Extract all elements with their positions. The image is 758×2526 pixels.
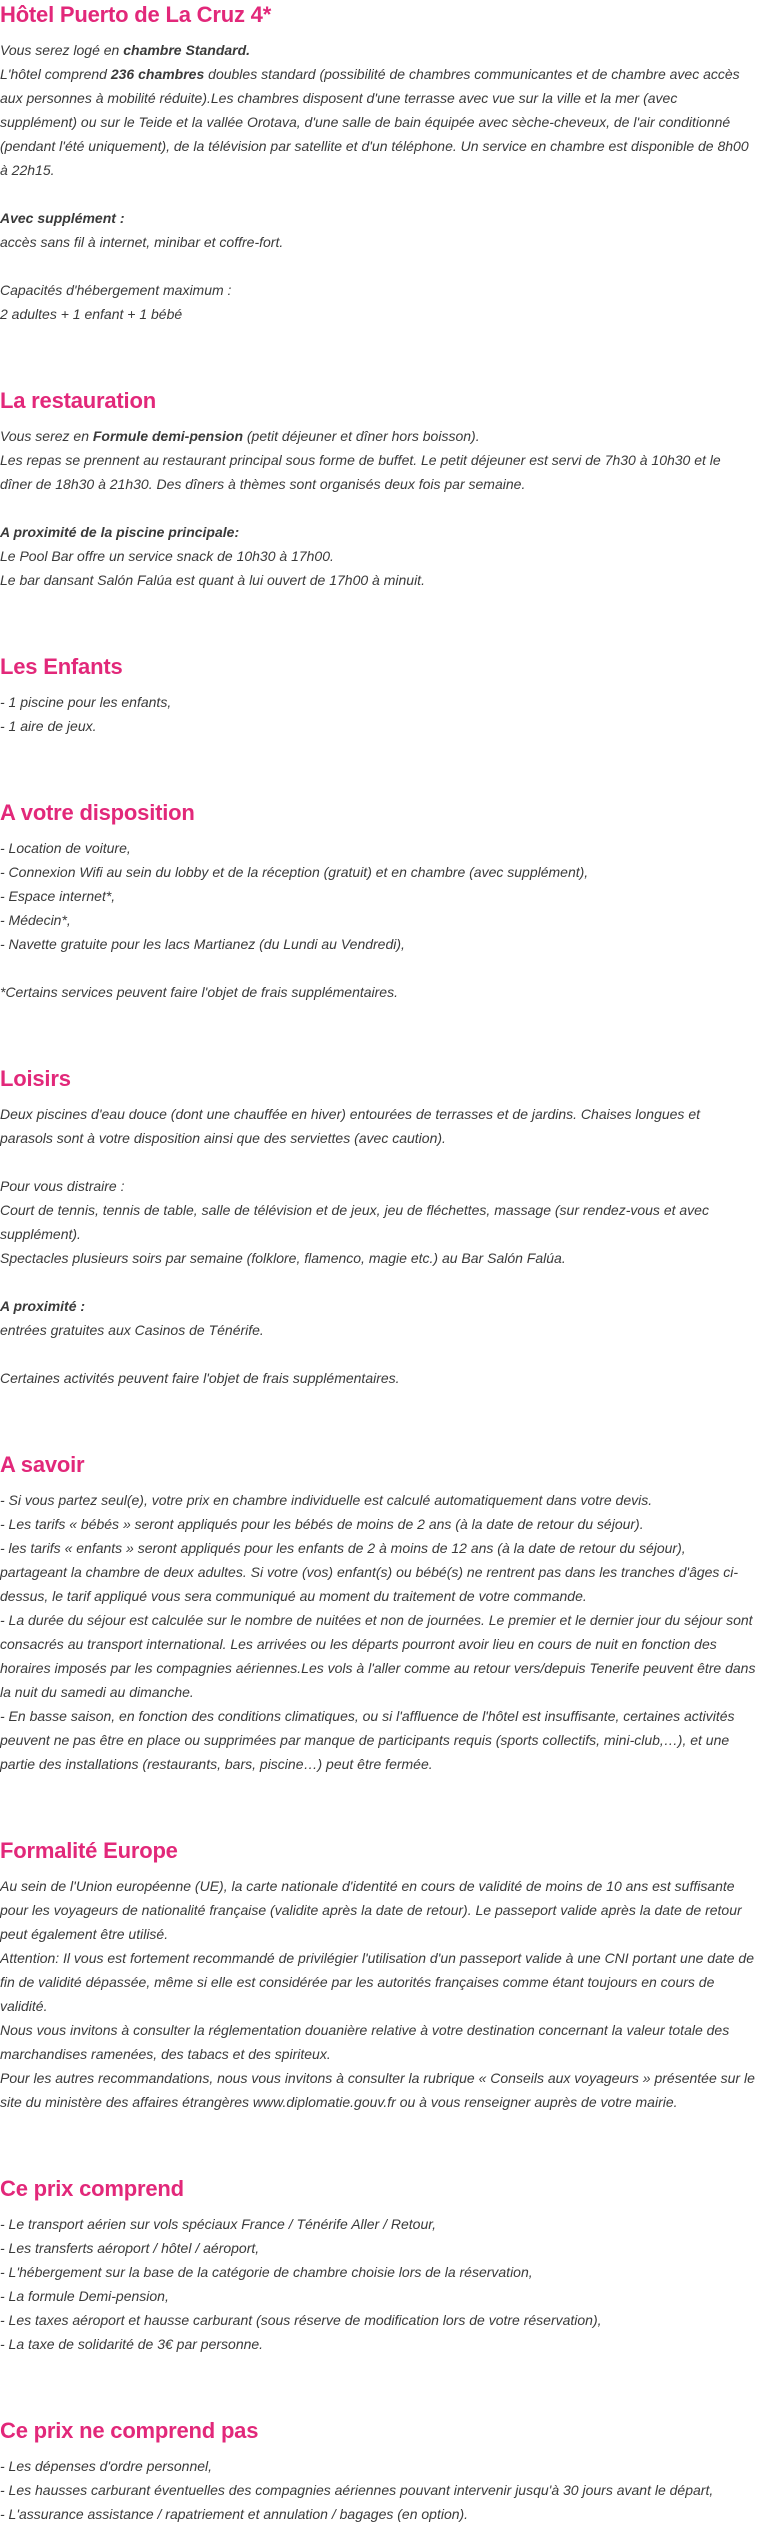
formalite-paragraph: Pour les autres recommandations, nous vous invitons à consulter la rubrique « Conseils aux voyageurs » présentée sur le site du ministère des affaires étrangères www.diplomatie.gouv.fr ou à vous renseigner auprès de votre mairie. <box>0 2070 755 2110</box>
pools-text: Deux piscines d'eau douce (dont une chauffée en hiver) entourées de terrasses et de jardins. Chaises longues et parasols sont à votre disposition ainsi que des serviettes (avec caution). <box>0 1106 700 1146</box>
capacity-label: Capacités d'hébergement maximum : <box>0 282 232 298</box>
room-intro: Vous serez logé en chambre Standard. <box>0 42 251 58</box>
disposition-note: *Certains services peuvent faire l'objet de frais supplémentaires. <box>0 984 398 1000</box>
hotel-title: Hôtel Puerto de La Cruz 4* <box>0 2 272 27</box>
list-item: - Les transferts aéroport / hôtel / aéroport, <box>0 2240 260 2256</box>
ne-comprend-title: Ce prix ne comprend pas <box>0 2418 259 2443</box>
hotel-description: L'hôtel comprend 236 chambres doubles standard (possibilité de chambres communicantes et de chambre avec accès aux personnes à mobilité réduite).Les chambres disposent d'une terrasse avec vue sur la ville et la mer (avec supplément) ou sur le Teide et la vallée Orotava, d'une salle de bain équipée avec sèche-cheveux, de l'air conditionné (pendant l'été uniquement), de la télévision par satellite et d'un téléphone. Un service en chambre est disponible de 8h00 à 22h15. <box>0 66 749 178</box>
formalite-section <box>0 1836 756 2114</box>
list-item: - Espace internet*, <box>0 888 116 904</box>
formula-intro: Vous serez en Formule demi-pension (petit déjeuner et dîner hors boisson). <box>0 428 480 444</box>
meals-text: Les repas se prennent au restaurant principal sous forme de buffet. Le petit déjeuner est servi de 7h30 à 10h30 et le dîner de 18h30 à 21h30. Des dîners à thèmes sont organisés deux fois par semaine. <box>0 452 721 492</box>
list-item: - 1 piscine pour les enfants, <box>0 694 172 710</box>
list-item: - les tarifs « enfants » seront appliqués pour les enfants de 2 à moins de 12 ans (à la date de retour du séjour), partageant la chambre de deux adultes. Si votre (vos) enfant(s) ou bébé(s) ne rentrent pas dans les tranches d'âges ci-dessus, le tarif appliqué vous sera communiqué au moment du traitement de votre commande. <box>0 1540 739 1604</box>
supplement-label: Avec supplément : <box>0 210 125 226</box>
disposition-title: A votre disposition <box>0 800 195 825</box>
distraire-label: Pour vous distraire : <box>0 1178 125 1194</box>
proximite-label: A proximité : <box>0 1298 86 1314</box>
list-item: - La formule Demi-pension, <box>0 2288 169 2304</box>
comprend-title: Ce prix comprend <box>0 2176 184 2201</box>
formalite-title: Formalité Europe <box>0 1838 178 1863</box>
list-item: - Navette gratuite pour les lacs Martianez (du Lundi au Vendredi), <box>0 936 405 952</box>
list-item: - Les taxes aéroport et hausse carburant (sous réserve de modification lors de votre réservation), <box>0 2312 602 2328</box>
list-item: - Médecin*, <box>0 912 71 928</box>
list-item: - Connexion Wifi au sein du lobby et de la réception (gratuit) et en chambre (avec supplément), <box>0 864 589 880</box>
list-item: - La durée du séjour est calculée sur le nombre de nuitées et non de journées. Le premier et le dernier jour du séjour sont consacrés au transport international. Les arrivées ou les départs pourront avoir lieu en cours de nuit en fonction des horaires imposés par les compagnies aériennes.Les vols à l'aller comme au retour vers/depuis Tenerife peuvent être dans la nuit du samedi au dimanche. <box>0 1612 756 1700</box>
room-type: chambre Standard. <box>123 42 251 58</box>
loisirs-title: Loisirs <box>0 1066 71 1091</box>
hotel-section <box>0 0 756 326</box>
dance-bar-text: Le bar dansant Salón Falúa est quant à lui ouvert de 17h00 à minuit. <box>0 572 425 588</box>
list-item: - Les dépenses d'ordre personnel, <box>0 2458 213 2474</box>
list-item: - L'hébergement sur la base de la catégorie de chambre choisie lors de la réservation, <box>0 2264 533 2280</box>
pool-bar-text: Le Pool Bar offre un service snack de 10h30 à 17h00. <box>0 548 334 564</box>
formalite-paragraph: Attention: Il vous est fortement recommandé de privilégier l'utilisation d'un passeport valide à une CNI portant une date de fin de validité dépassée, même si elle est considérée par les autorités françaises comme étant toujours en cours de validité. <box>0 1950 754 2014</box>
formalite-paragraph: Au sein de l'Union européenne (UE), la carte nationale d'identité en cours de validité de moins de 10 ans est suffisante pour les voyageurs de nationalité française (validite après la date de retour). Le passeport valide après la date de retour peut également être utilisé. <box>0 1878 742 1942</box>
list-item: - L'assurance assistance / rapatriement et annulation / bagages (en option). <box>0 2506 469 2522</box>
shows-text: Spectacles plusieurs soirs par semaine (folklore, flamenco, magie etc.) au Bar Salón Falúa. <box>0 1250 566 1266</box>
pool-label: A proximité de la piscine principale: <box>0 524 240 540</box>
restauration-section <box>0 386 756 592</box>
supplement-text: accès sans fil à internet, minibar et coffre-fort. <box>0 234 284 250</box>
ne-comprend-section <box>0 2416 756 2526</box>
disposition-section <box>0 798 756 1004</box>
list-item: - 1 aire de jeux. <box>0 718 97 734</box>
list-item: - Le transport aérien sur vols spéciaux France / Ténérife Aller / Retour, <box>0 2216 437 2232</box>
enfants-section <box>0 652 756 738</box>
capacity-value: 2 adultes + 1 enfant + 1 bébé <box>0 306 183 322</box>
loisirs-section <box>0 1064 756 1390</box>
distraire-text: Court de tennis, tennis de table, salle de télévision et de jeux, jeu de fléchettes, massage (sur rendez-vous et avec supplément). <box>0 1202 709 1242</box>
loisirs-note: Certaines activités peuvent faire l'objet de frais supplémentaires. <box>0 1370 400 1386</box>
list-item: - La taxe de solidarité de 3€ par personne. <box>0 2336 264 2352</box>
list-item: - Les tarifs « bébés » seront appliqués pour les bébés de moins de 2 ans (à la date de retour du séjour). <box>0 1516 644 1532</box>
formula-name: Formule demi-pension <box>92 428 243 444</box>
enfants-title: Les Enfants <box>0 654 123 679</box>
list-item: - Les hausses carburant éventuelles des compagnies aériennes pouvant intervenir jusqu'à 30 jours avant le départ, <box>0 2482 714 2498</box>
list-item: - Si vous partez seul(e), votre prix en chambre individuelle est calculé automatiquement dans votre devis. <box>0 1492 653 1508</box>
restauration-title: La restauration <box>0 388 156 413</box>
list-item: - En basse saison, en fonction des conditions climatiques, ou si l'affluence de l'hôtel est insuffisante, certaines activités peuvent ne pas être en place ou supprimées par manque de participants requis (sports collectifs, mini-club,…), et une partie des installations (restaurants, bars, piscine…) peut être fermée. <box>0 1708 735 1772</box>
comprend-section <box>0 2174 756 2356</box>
room-count: 236 chambres <box>110 66 205 82</box>
list-item: - Location de voiture, <box>0 840 131 856</box>
proximite-text: entrées gratuites aux Casinos de Ténérife. <box>0 1322 264 1338</box>
savoir-title: A savoir <box>0 1452 85 1477</box>
formalite-paragraph: Nous vous invitons à consulter la réglementation douanière relative à votre destination concernant la valeur totale des marchandises ramenées, des tabacs et des spiriteux. <box>0 2022 730 2062</box>
savoir-section <box>0 1450 756 1776</box>
